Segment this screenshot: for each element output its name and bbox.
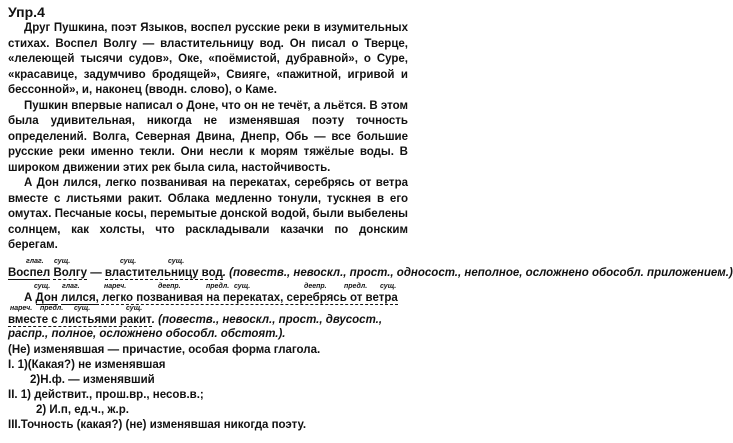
pos-label: предл. xyxy=(344,282,368,290)
sentence-analysis-2 xyxy=(8,283,408,341)
pos-label: сущ. xyxy=(168,257,185,265)
morph-title: (Не) изменявшая — причастие, особая форма глагола. xyxy=(8,343,321,356)
analysis-1-line xyxy=(8,266,733,280)
predicate-word: Воспел xyxy=(8,266,51,279)
exercise-page xyxy=(8,4,733,439)
pos-label: предл. xyxy=(206,282,230,290)
pos-label: сущ. xyxy=(74,304,91,312)
analysis-1-annotations xyxy=(8,258,408,266)
pos-label: сущ. xyxy=(34,282,51,290)
pos-label: деепр. xyxy=(304,282,327,290)
analysis-2-description: . (повеств., невоскл., прост., двусост., распр., полное, осложнено обособл. обстоят.). xyxy=(8,313,383,340)
morphological-analysis xyxy=(8,343,408,433)
dash: — xyxy=(90,266,102,279)
conjunction: А xyxy=(24,291,36,304)
paragraph-2: Пушкин впервые написал о Доне, что он не течёт, а льётся. В этом была удивительная, никогда не изменявшая поэту точность определений. Волга, Северная Двина, Днепр, Обь — все большие русские реки именно текли. Они несли к морям тяжёлые воды. В широком движении этих рек была сила, настойчивость. xyxy=(8,99,408,174)
pos-label: предл. xyxy=(40,304,64,312)
pos-label: сущ. xyxy=(126,304,143,312)
morph-row: 2) И.п, ед.ч., ж.р. xyxy=(36,403,129,416)
morph-row: 2)Н.ф. — изменявший xyxy=(30,373,155,386)
analysis-2-line-1 xyxy=(8,291,408,305)
pos-label: сущ. xyxy=(380,282,397,290)
pos-label: сущ. xyxy=(234,282,251,290)
pos-label: сущ. xyxy=(54,257,71,265)
analysis-2-annotations-mid xyxy=(8,305,408,313)
pos-label: нареч. xyxy=(104,282,127,290)
analysis-2-line-2 xyxy=(8,313,408,341)
pos-label: глаг. xyxy=(62,282,80,290)
object-word: Волгу xyxy=(53,266,87,279)
pos-label: сущ. xyxy=(120,257,137,265)
predicate-word: лился xyxy=(61,291,96,304)
pos-label: нареч. xyxy=(10,304,33,312)
analysis-1-description: . (повеств., невоскл., прост., односост., неполное, осложнено обособл. приложением.) xyxy=(222,266,733,279)
sentence-analysis-1 xyxy=(8,257,733,280)
morph-row: III.Точность (какая?) (не) изменявшая никогда поэту. xyxy=(8,418,307,431)
morph-row: I. 1)(Какая?) не изменявшая xyxy=(8,358,166,371)
adverbial-phrase-continued: вместе с листьями ракит xyxy=(8,313,152,326)
morph-row: II. 1) действит., прош.вр., несов.в.; xyxy=(8,388,204,401)
paragraph-3: А Дон лился, легко позванивая на перекатах, серебрясь от ветра вместе с листьями ракит. Облака медленно тонули, тускнея в его омутах. Песчаные косы, перемытые донской водой, были выбелены солнцем, как холсты, что раскладывали казачки по донским берегам. xyxy=(8,177,408,251)
pos-label: глаг. xyxy=(26,257,44,265)
paragraph-1: Друг Пушкина, поэт Языков, воспел русские реки в изумительных стихах. Воспел Волгу — властительницу вод. Он писал о Тверце, «лелеющей тысячи судов», Оке, «поёмистой, дубравной», о Суре, «красавице, задумчиво бродящей», Свияге, «пажитной, игривой и бессонной», и, наконец (вводн. слово), о Каме. xyxy=(8,22,408,96)
pos-label: деепр. xyxy=(158,282,181,290)
exercise-header: Упр.4 xyxy=(8,4,45,20)
subject-word: Дон xyxy=(35,291,58,304)
adverbial-phrase: , легко позванивая на перекатах, серебрясь от ветра xyxy=(95,291,398,304)
appositive-phrase: властительницу вод xyxy=(104,266,223,279)
analysis-2-annotations-top xyxy=(8,283,408,291)
